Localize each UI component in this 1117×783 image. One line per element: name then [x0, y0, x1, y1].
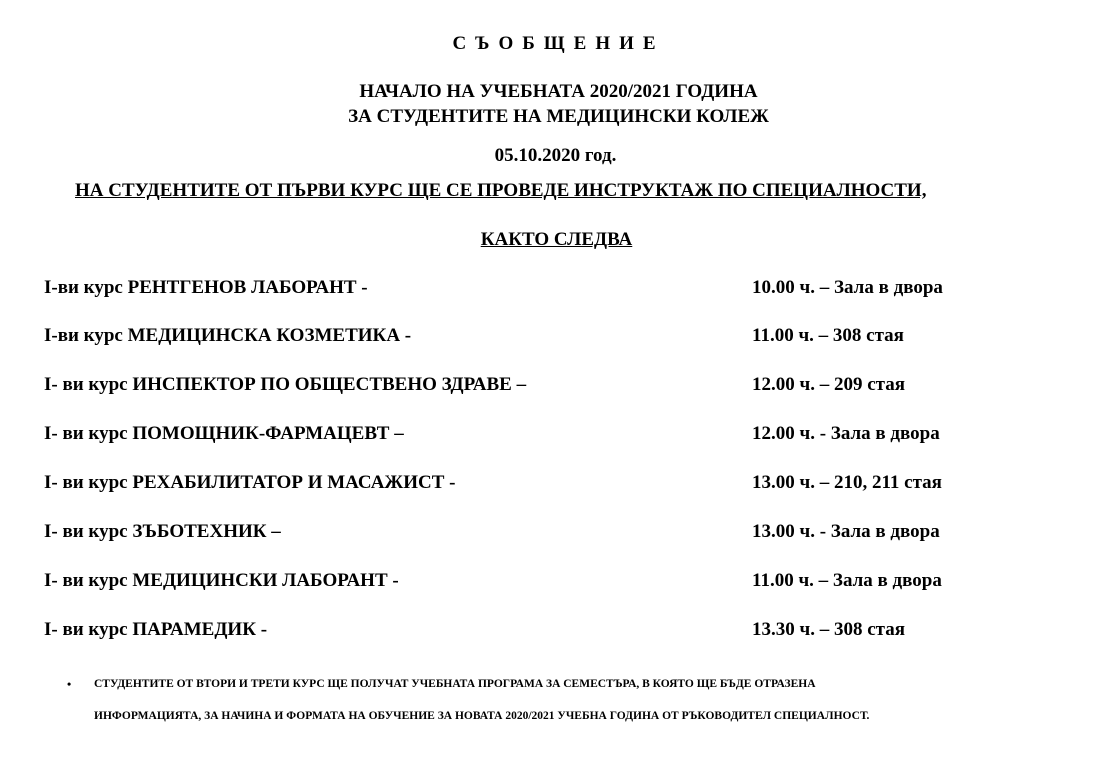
schedule-time: 11.00 ч. – 308 стая: [752, 325, 904, 346]
schedule-row: [0, 277, 1117, 303]
instruction-line: НА СТУДЕНТИТЕ ОТ ПЪРВИ КУРС ЩЕ СЕ ПРОВЕДЕ ИНСТРУКТАЖ ПО СПЕЦИАЛНОСТИ,: [75, 180, 927, 201]
schedule-course: I- ви курс ИНСПЕКТОР ПО ОБЩЕСТВЕНО ЗДРАВЕ –: [44, 374, 527, 395]
note-item: [64, 668, 1044, 732]
title-line-2: ЗА СТУДЕНТИТЕ НА МЕДИЦИНСКИ КОЛЕЖ: [348, 106, 769, 127]
schedule-course: I-ви курс РЕНТГЕНОВ ЛАБОРАНТ -: [44, 277, 368, 298]
title-line-1: НАЧАЛО НА УЧЕБНАТА 2020/2021 ГОДИНА: [359, 81, 758, 102]
schedule-course: I- ви курс МЕДИЦИНСКИ ЛАБОРАНТ -: [44, 570, 399, 591]
announcement-heading: СЪОБЩЕНИЕ: [452, 33, 665, 54]
schedule-course: I- ви курс ПОМОЩНИК-ФАРМАЦЕВТ –: [44, 423, 404, 444]
schedule-row: [0, 619, 1117, 645]
bullet-icon: •: [67, 677, 72, 691]
note-line-2: ИНФОРМАЦИЯТА, ЗА НАЧИНА И ФОРМАТА НА ОБУЧЕНИЕ ЗА НОВАТА 2020/2021 УЧЕБНА ГОДИНА ОТ РЪКОВОДИТЕЛ СПЕЦИАЛНОСТ.: [94, 710, 870, 722]
schedule-time: 13.00 ч. - Зала в двора: [752, 521, 940, 542]
as-follows-line: КАКТО СЛЕДВА: [480, 229, 633, 250]
schedule-time: 11.00 ч. – Зала в двора: [752, 570, 942, 591]
schedule-row: [0, 374, 1117, 400]
schedule-row: [0, 325, 1117, 351]
schedule-course: I-ви курс МЕДИЦИНСКА КОЗМЕТИКА -: [44, 325, 412, 346]
schedule-time: 13.00 ч. – 210, 211 стая: [752, 472, 942, 493]
schedule-course: I- ви курс ПАРАМЕДИК -: [44, 619, 268, 640]
schedule-time: 13.30 ч. – 308 стая: [752, 619, 905, 640]
note-line-1: СТУДЕНТИТЕ ОТ ВТОРИ И ТРЕТИ КУРС ЩЕ ПОЛУЧАТ УЧЕБНАТА ПРОГРАМА ЗА СЕМЕСТЪРА, В КОЯТО ЩЕ БЪДЕ ОТРАЗЕНА: [94, 678, 816, 690]
date-line: 05.10.2020 год.: [494, 145, 617, 166]
schedule-time: 12.00 ч. – 209 стая: [752, 374, 905, 395]
schedule-row: [0, 472, 1117, 498]
schedule-course: I- ви курс РЕХАБИЛИТАТОР И МАСАЖИСТ -: [44, 472, 456, 493]
schedule-course: I- ви курс ЗЪБОТЕХНИК –: [44, 521, 281, 542]
schedule-time: 10.00 ч. – Зала в двора: [752, 277, 943, 298]
notes-list: [64, 668, 1044, 732]
schedule-row: [0, 423, 1117, 449]
schedule-time: 12.00 ч. - Зала в двора: [752, 423, 940, 444]
schedule-row: [0, 521, 1117, 547]
schedule-row: [0, 570, 1117, 596]
